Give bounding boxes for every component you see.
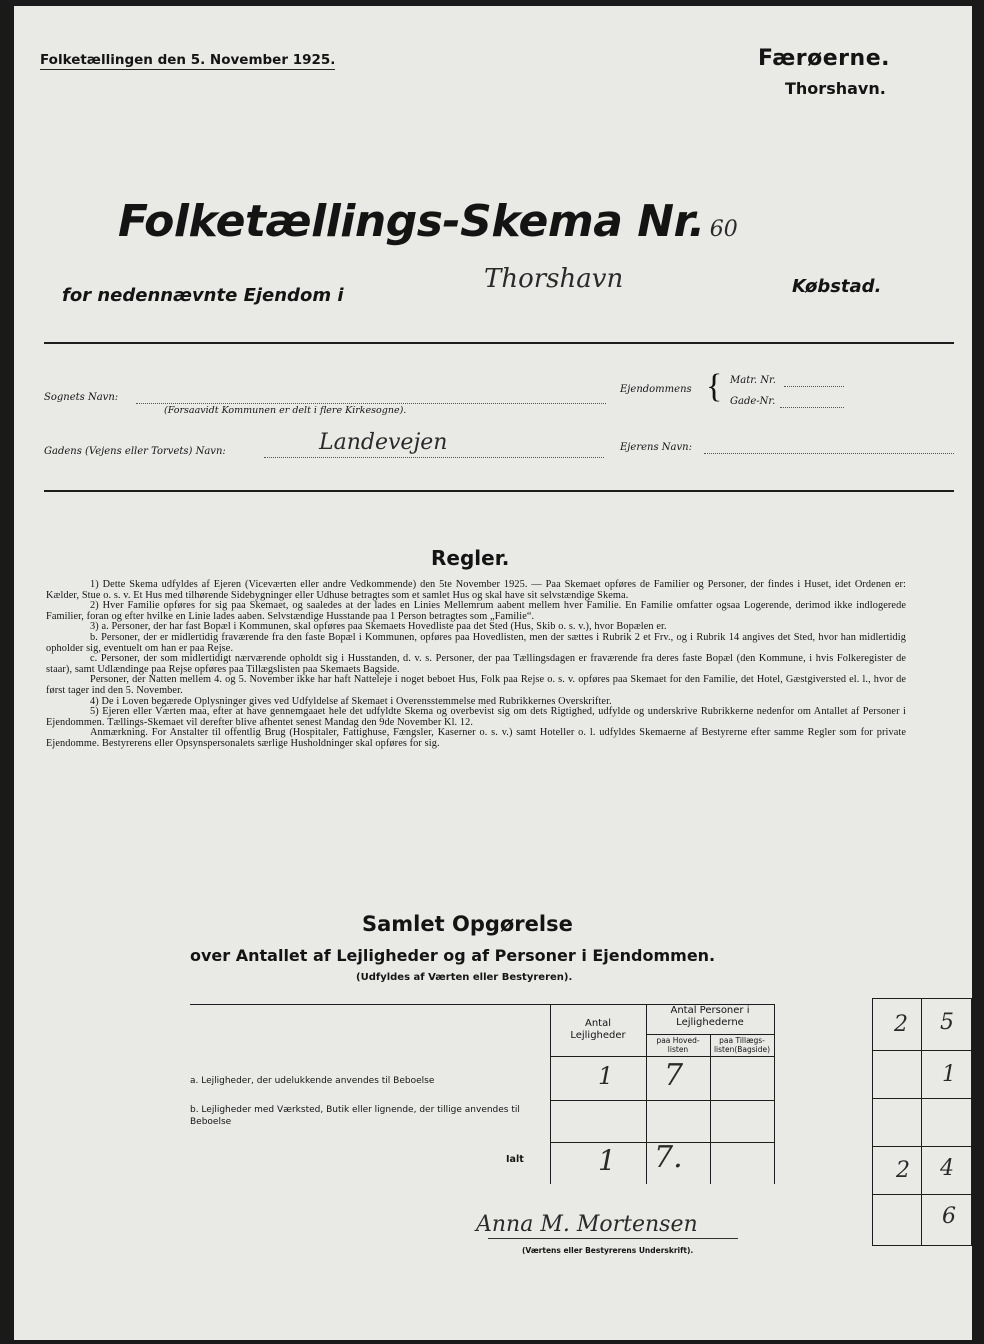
ejer-label: Ejerens Navn: <box>620 442 692 453</box>
row-a-label: a. Lejligheder, der udelukkende anvendes til Beboelse <box>190 1076 435 1086</box>
side-cell-5-2: 6 <box>942 1204 956 1229</box>
rules-heading: Regler. <box>431 546 510 570</box>
rule-1: 1) Dette Skema udfyldes af Ejeren (Viceværten eller andre Vedkommende) den 5te November 1925. — Paa Skemaet opføres de Familier og Personer, der findes i Huset, idet Ordenen er: Kælder, Stue o. s. v. Et Hus med tilhørende Sidebygninger eller Udhuse betragtes som et samlet Hus og skal have sit selvstændige Skema. <box>46 579 906 601</box>
sogn-note: (Forsaavidt Kommunen er delt i flere Kirkesogne). <box>164 405 407 416</box>
side-grid-col-line <box>921 998 922 1246</box>
side-cell-4-2: 4 <box>940 1156 954 1181</box>
sogn-line <box>136 403 606 404</box>
side-cell-4-1: 2 <box>896 1158 910 1183</box>
subtitle-prefix: for nedennævnte Ejendom i <box>62 285 344 306</box>
signature-line <box>488 1238 738 1239</box>
place-handwritten: Thorshavn <box>484 264 624 294</box>
side-cell-2-2: 1 <box>942 1062 956 1087</box>
row-a-lejligheder: 1 <box>598 1062 614 1090</box>
divider-bottom <box>44 490 954 492</box>
table-subheader-line <box>646 1034 774 1035</box>
table-header-line <box>550 1056 774 1057</box>
side-cell-1-1: 2 <box>894 1012 908 1037</box>
form-title: Folketællings-Skema Nr. <box>118 196 705 247</box>
rule-remark: Anmærkning. For Anstalter til offentlig Brug (Hospitaler, Fattighuse, Fængsler, Kaserner o. s. v.) samt Hoteller o. l. udfyldes Skemaerne af Bestyrerne efter samme Regler som for private Ejendomme. Bestyrerens eller Opsynspersonalets særlige Husholdninger skal opføres for sig. <box>46 727 906 749</box>
rules-text <box>46 580 906 750</box>
rule-3c: c. Personer, der som midlertidigt nærværende opholdt sig i Husstanden, d. v. s. Personer, der paa Tællingsdagen er fraværende fra deres faste Bopæl (den Kommune, i hvis Folkeregister de staar), samt Udlændinge paa Rejse opføres paa Tillægslisten paa Skemaets Bagside. <box>46 653 906 675</box>
form-number-handwritten: 60 <box>709 217 738 242</box>
col-header-tillaeg: paa Tillægs-listen(Bagside) <box>713 1036 771 1054</box>
rule-3a: 3) a. Personer, der har fast Bopæl i Kommunen, skal opføres paa Skemaets Hovedliste paa det Sted (Hus, Skib o. s. v.), hvor Bopælen er. <box>90 621 667 633</box>
side-grid-row-line-3 <box>872 1146 972 1147</box>
gade-nr-label: Gade-Nr. <box>730 396 776 407</box>
total-hovedlisten: 7. <box>654 1140 683 1175</box>
side-grid-row-line-4 <box>872 1194 972 1195</box>
side-grid-row-line-2 <box>872 1098 972 1099</box>
side-cell-1-2: 5 <box>940 1010 954 1035</box>
census-form-sheet <box>14 6 972 1340</box>
town-name: Thorshavn. <box>785 79 886 98</box>
total-lejligheder: 1 <box>598 1144 616 1177</box>
matr-line <box>784 386 844 387</box>
census-date: Folketællingen den 5. November 1925. <box>40 52 336 68</box>
region-name: Færøerne. <box>758 46 890 71</box>
table-col-line-3 <box>710 1034 711 1184</box>
gade-line <box>264 457 604 458</box>
ejer-line <box>704 453 954 454</box>
sogn-label: Sognets Navn: <box>44 392 119 403</box>
row-b-label: b. Lejligheder med Værksted, Butik eller lignende, der tillige anvendes til Beboelse <box>190 1105 520 1127</box>
rule-2: 2) Hver Familie opføres for sig paa Skemaet, og saaledes at der lades en Linies Mellemrum aabent mellem hver Familie. En Familie omfatter ogsaa Logerende, derimod ikke indlogerede Familier, foran og efter hvilke en Linie lades aaben. Selvstændige Husstande paa 1 Person betragtes som „Familie“. <box>46 600 906 622</box>
side-grid-row-line-1 <box>872 1050 972 1051</box>
summary-subheading: over Antallet af Lejligheder og af Personer i Ejendommen. <box>190 946 716 965</box>
ejendom-label: Ejendommens <box>620 384 692 395</box>
col-header-personer: Antal Personer i Lejlighederne <box>670 1005 750 1028</box>
gade-nr-line <box>780 407 844 408</box>
signature-caption: (Værtens eller Bestyrerens Underskrift). <box>522 1246 694 1255</box>
table-col-line-2 <box>646 1004 647 1184</box>
col-header-hovedlisten: paa Hoved-listen <box>656 1036 700 1054</box>
rule-4: 4) De i Loven begærede Oplysninger gives ved Udfyldelse af Skemaet i Overensstemmelse med Rubrikkernes Overskrifter. <box>90 695 612 707</box>
page-title <box>118 196 738 247</box>
col-header-lejligheder: Antal Lejligheder <box>570 1018 626 1041</box>
total-label: Ialt <box>506 1154 524 1165</box>
summary-note: (Udfyldes af Værten eller Bestyreren). <box>356 972 573 983</box>
matr-label: Matr. Nr. <box>730 375 776 386</box>
gade-value-handwritten: Landevejen <box>319 430 448 455</box>
rule-3-note: Personer, der Natten mellem 4. og 5. November ikke har haft Natteleje i noget beboet Hus, Folk paa Rejse o. s. v. opføres paa Skemaet for den Familie, det Hotel, Gæstgiversted el. l., hvor de først tager ind den 5. November. <box>46 674 906 696</box>
gade-label: Gadens (Vejens eller Torvets) Navn: <box>44 446 226 457</box>
table-col-line-4 <box>774 1004 775 1184</box>
summary-heading: Samlet Opgørelse <box>362 912 573 936</box>
table-row-line-1 <box>550 1100 774 1101</box>
side-tally-grid <box>872 998 972 1246</box>
table-col-line-1 <box>550 1004 551 1184</box>
row-a-hovedlisten: 7 <box>664 1058 684 1093</box>
subtitle-suffix: Købstad. <box>792 276 882 297</box>
divider-top <box>44 342 954 344</box>
ejendom-brace: { <box>706 368 723 405</box>
signature-handwritten: Anna M. Mortensen <box>476 1212 698 1237</box>
rule-5: 5) Ejeren eller Værten maa, efter at have gennemgaaet hele det udfyldte Skema og overbevist sig om dets Rigtighed, udfylde og underskrive Rubrikkerne nedenfor om Antallet af Personer i Ejendommen. Tællings-Skemaet vil derefter blive afhentet senest Mandag den 9de November Kl. 12. <box>46 706 906 728</box>
rule-3b: b. Personer, der er midlertidig fraværende fra den faste Bopæl i Kommunen, opføres paa Hovedlisten, men der sættes i Rubrik 2 et Frv., og i Rubrik 14 angives det Sted, hvor han midlertidig opholder sig, eventuelt om han er paa Rejse. <box>46 631 906 654</box>
